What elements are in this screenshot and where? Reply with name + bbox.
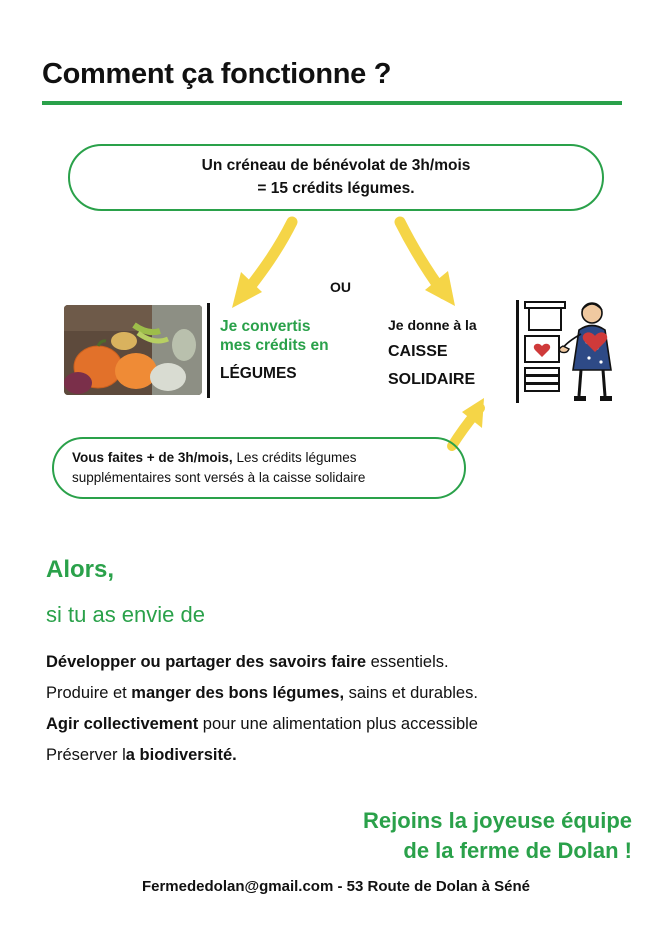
- volunteer-credit-line1: Un créneau de bénévolat de 3h/mois: [201, 157, 471, 175]
- alors-heading: Alors,: [46, 556, 115, 583]
- convert-line1: Je convertis: [220, 318, 311, 336]
- reason-2-normal: sains et durables.: [344, 684, 478, 703]
- reason-4-pre: Préserver l: [46, 746, 126, 765]
- solidarity-illustration: [519, 296, 623, 406]
- reason-line-1: [46, 647, 646, 678]
- join-line-2: de la ferme de Dolan !: [403, 837, 632, 863]
- reason-2-bold: manger des bons légumes,: [131, 684, 345, 703]
- vegetables-photo: [64, 305, 202, 395]
- donate-solidarity-option: [388, 305, 516, 400]
- donate-line1: Je donne à la: [388, 317, 477, 334]
- join-call-to-action: [0, 806, 632, 865]
- contact-info: Fermededolan@gmail.com - 53 Route de Dolan à Séné: [141, 878, 531, 895]
- convert-line2: mes crédits en: [220, 337, 329, 354]
- extra-hours-bold: Vous faites + de 3h/mois,: [72, 449, 233, 465]
- extra-hours-line1: [72, 448, 446, 468]
- reason-line-2: [46, 678, 646, 709]
- volunteer-credit-box: [68, 144, 604, 211]
- extra-hours-rest: Les crédits légumes: [232, 449, 357, 465]
- reason-line-4: [46, 740, 646, 771]
- volunteer-credit-line2: = 15 crédits légumes.: [257, 179, 415, 197]
- title-underline: [42, 101, 622, 105]
- reason-line-3: [46, 709, 646, 740]
- reasons-list: [46, 647, 646, 771]
- convert-vegetables-label: LÉGUMES: [220, 364, 297, 382]
- reason-3-bold: Agir collectivement: [46, 715, 199, 734]
- si-tu-as-envie-heading: si tu as envie de: [46, 602, 205, 627]
- join-line-1: Rejoins la joyeuse équipe: [363, 808, 632, 833]
- donate-line2b: SOLIDAIRE: [388, 370, 476, 388]
- extra-hours-line2: supplémentaires sont versés à la caisse solidaire: [72, 470, 366, 485]
- reason-3-normal: pour une alimentation plus accessible: [198, 715, 478, 734]
- extra-hours-box: [52, 437, 466, 499]
- donate-line2a: CAISSE: [388, 343, 448, 361]
- or-label: OU: [330, 279, 351, 295]
- reason-1-bold: Développer ou partager des savoirs faire: [46, 653, 367, 671]
- reason-1-normal: essentiels.: [366, 653, 449, 671]
- reason-4-bold: a biodiversité.: [125, 746, 237, 765]
- convert-to-vegetables-option: [207, 303, 349, 398]
- page-title: Comment ça fonctionne ?: [42, 58, 392, 90]
- reason-2-pre: Produire et: [46, 684, 132, 703]
